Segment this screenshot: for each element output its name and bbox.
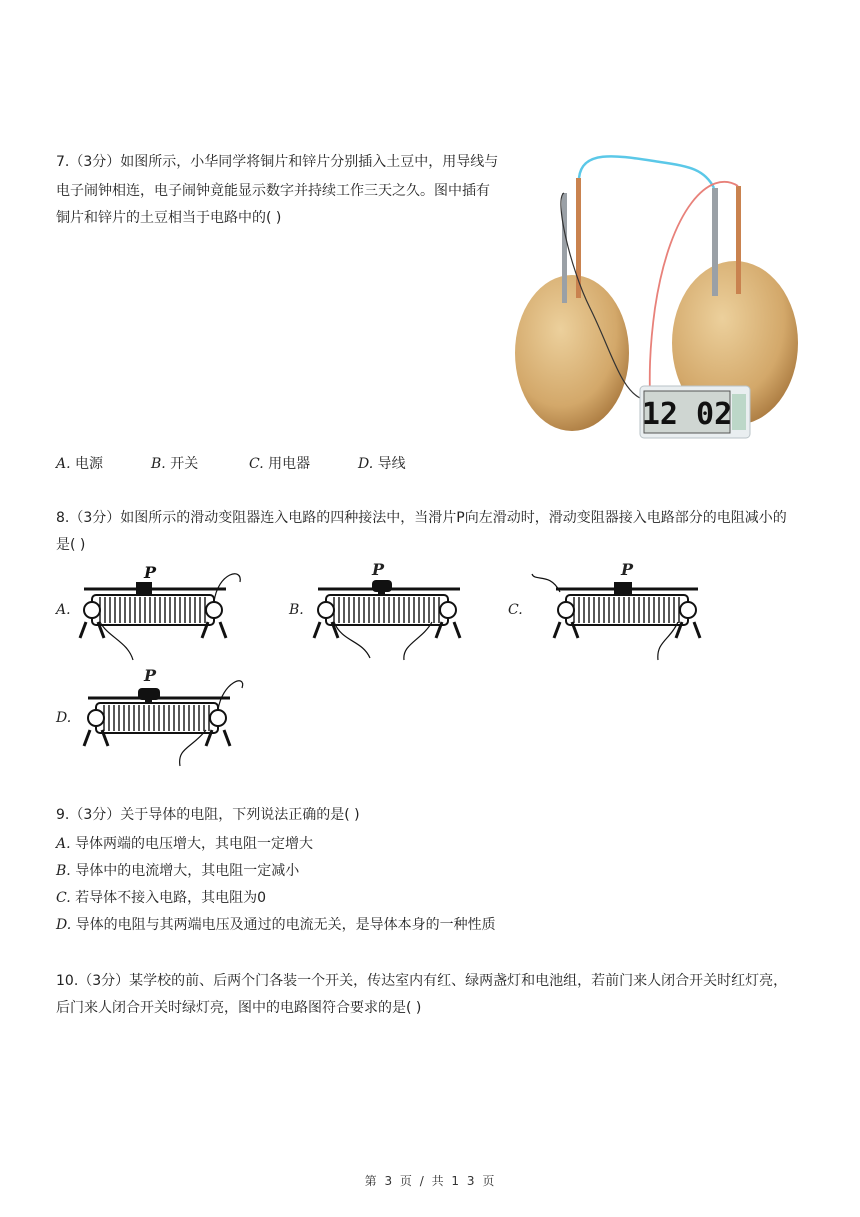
q7-option-c[interactable] [249, 453, 310, 473]
rheostat-diagram-c [530, 562, 705, 662]
clock-display: 12 02 [641, 397, 733, 432]
q9-option-b-letter: B. [56, 863, 71, 879]
slider-label-p-d: P [144, 666, 157, 685]
q7-option-a-text: 电源 [75, 456, 104, 472]
q7-option-d-letter: D. [358, 456, 374, 472]
blue-wire [579, 156, 714, 188]
q9-option-c[interactable] [56, 887, 266, 907]
q9-option-a-text: 导体两端的电压增大，其电阻一定增大 [75, 836, 314, 852]
q9-option-d-text: 导体的电阻与其两端电压及通过的电流无关，是导体本身的一种性质 [75, 917, 496, 933]
q8-stem-line-2: 是( ) [56, 537, 86, 553]
q7-stem-line-3: 铜片和锌片的土豆相当于电路中的( ) [56, 210, 282, 226]
rheostat-diagram-d [82, 668, 252, 768]
q8-stem-line-1: 8.（3分）如图所示的滑动变阻器连入电路的四种接法中，当滑片P向左滑动时，滑动变阻器接入电路部分的电阻减小的 [56, 510, 787, 526]
zinc-plate-left [562, 193, 567, 303]
q9-stem: 9.（3分）关于导体的电阻，下列说法正确的是( ) [56, 807, 360, 823]
q9-option-c-letter: C. [56, 890, 71, 906]
q8-option-a-letter[interactable]: A. [56, 602, 71, 618]
q9-option-b[interactable] [56, 860, 299, 880]
q7-option-d[interactable] [358, 453, 406, 473]
copper-plate-right [736, 186, 741, 294]
q7-stem-line-1: 7.（3分）如图所示，小华同学将铜片和锌片分别插入土豆中，用导线与 [56, 154, 499, 170]
q8-option-d-letter[interactable]: D. [56, 710, 72, 726]
q9-option-b-text: 导体中的电流增大，其电阻一定减小 [75, 863, 300, 879]
q7-option-a-letter: A. [56, 456, 71, 472]
left-potato [515, 275, 629, 431]
rheostat-diagram-a [78, 562, 248, 662]
rheostat-diagram-b [312, 562, 482, 662]
page-footer: 第 3 页 / 共 1 3 页 [364, 1174, 496, 1188]
q8-option-b-letter[interactable]: B. [289, 602, 304, 618]
q7-stem-line-2: 电子闹钟相连，电子闹钟竟能显示数字并持续工作三天之久。图中插有 [56, 183, 490, 199]
slider-label-p: P [144, 563, 157, 582]
q9-option-a-letter: A. [56, 836, 71, 852]
q7-option-c-letter: C. [249, 456, 264, 472]
q7-option-b-letter: B. [151, 456, 166, 472]
q7-option-d-text: 导线 [377, 456, 406, 472]
slider-label-p-c: P [621, 560, 634, 579]
q7-option-b[interactable] [151, 453, 198, 473]
q9-option-a[interactable] [56, 833, 313, 853]
q7-option-a[interactable] [56, 453, 103, 473]
q9-option-d[interactable] [56, 914, 496, 934]
q10-stem-line-1: 10.（3分）某学校的前、后两个门各装一个开关，传达室内有红、绿两盏灯和电池组，若前门来人闭合开关时红灯亮， [56, 973, 788, 989]
q8-option-c-letter[interactable]: C. [508, 602, 523, 618]
q9-option-d-letter: D. [56, 917, 72, 933]
zinc-plate-right [712, 188, 718, 296]
q10-stem-line-2: 后门来人闭合开关时绿灯亮，图中的电路图符合要求的是( ) [56, 1000, 422, 1016]
q7-option-c-text: 用电器 [268, 456, 311, 472]
slider-label-p-b: P [372, 560, 385, 579]
q9-option-c-text: 若导体不接入电路，其电阻为0 [75, 890, 267, 906]
q7-option-b-text: 开关 [170, 456, 199, 472]
potato-battery-image [510, 148, 810, 448]
